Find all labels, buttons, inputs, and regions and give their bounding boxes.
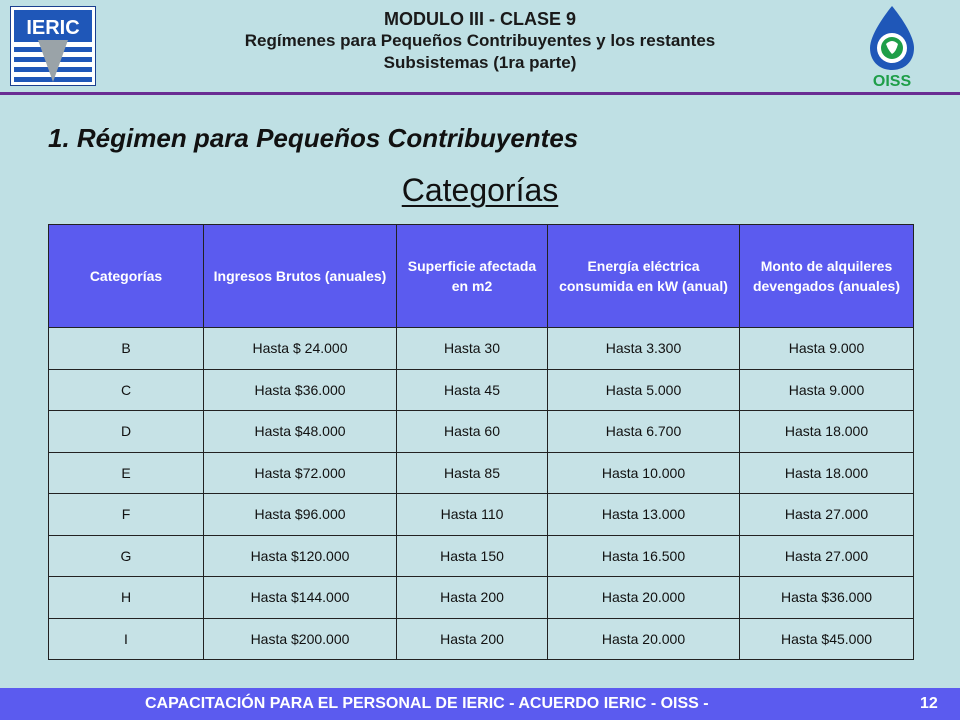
footer-text: CAPACITACIÓN PARA EL PERSONAL DE IERIC - ACUERDO IERIC - OISS - [145,695,709,712]
table-row [49,618,914,660]
table-cell: Hasta 5.000 [548,369,740,411]
table-row [49,411,914,453]
table-cell: Hasta 18.000 [740,452,914,494]
oiss-logo-text: OISS [872,73,912,90]
table-cell: Hasta 60 [397,411,548,453]
table-cell: Hasta 16.500 [548,535,740,577]
header-ingresos-brutos: Ingresos Brutos (anuales) [204,225,397,328]
table-cell: Hasta 9.000 [740,369,914,411]
table-row [49,452,914,494]
table-cell: Hasta 45 [397,369,548,411]
table-cell: Hasta $48.000 [204,411,397,453]
table-cell: Hasta 110 [397,494,548,536]
table-cell: Hasta $ 24.000 [204,328,397,370]
table-cell: Hasta $45.000 [740,618,914,660]
header-energia: Energía eléctrica consumida en kW (anual) [548,225,740,328]
table-cell: Hasta $200.000 [204,618,397,660]
table-cell: Hasta $120.000 [204,535,397,577]
table-cell: Hasta $144.000 [204,577,397,619]
table-cell: Hasta 10.000 [548,452,740,494]
table-row [49,577,914,619]
table-cell: B [49,328,204,370]
module-subtitle-line1: Regímenes para Pequeños Contribuyentes y los restantes [244,31,716,50]
table-cell: Hasta 27.000 [740,494,914,536]
table-cell: Hasta 200 [397,618,548,660]
header-categorias: Categorías [49,225,204,328]
ieric-logo-text: IERIC [26,17,80,39]
table-row [49,369,914,411]
table-cell: G [49,535,204,577]
table-cell: Hasta $96.000 [204,494,397,536]
table-cell: Hasta 18.000 [740,411,914,453]
table-cell: H [49,577,204,619]
table-cell: Hasta 6.700 [548,411,740,453]
table-cell: C [49,369,204,411]
table-cell: E [49,452,204,494]
footer-bar [0,688,960,720]
categories-table [48,224,914,660]
table-cell: Hasta 30 [397,328,548,370]
table-cell: Hasta 150 [397,535,548,577]
oiss-logo [862,4,922,90]
header-divider [0,92,960,95]
table-row [49,328,914,370]
table-cell: Hasta 13.000 [548,494,740,536]
table-cell: Hasta $36.000 [204,369,397,411]
table-cell: Hasta 20.000 [548,618,740,660]
module-subtitle-line2: Subsistemas (1ra parte) [383,53,577,72]
main-title: Categorías [401,172,559,208]
table-cell: Hasta 85 [397,452,548,494]
table-cell: Hasta 9.000 [740,328,914,370]
table-cell: Hasta 20.000 [548,577,740,619]
table-cell: Hasta 3.300 [548,328,740,370]
table-row [49,494,914,536]
table-cell: I [49,618,204,660]
section-title: 1. Régimen para Pequeños Contribuyentes [48,123,579,153]
table-cell: Hasta 200 [397,577,548,619]
table-cell: Hasta 27.000 [740,535,914,577]
header-superficie: Superficie afectada en m2 [397,225,548,328]
table-cell: Hasta $72.000 [204,452,397,494]
table-cell: F [49,494,204,536]
module-title: MODULO III - CLASE 9 [383,9,576,29]
table-header-row [49,225,914,328]
table-row [49,535,914,577]
table-cell: D [49,411,204,453]
ieric-logo [10,6,96,86]
slide-header [110,8,850,74]
header-alquileres: Monto de alquileres devengados (anuales) [740,225,914,328]
page-number: 12 [920,695,938,712]
table-cell: Hasta $36.000 [740,577,914,619]
